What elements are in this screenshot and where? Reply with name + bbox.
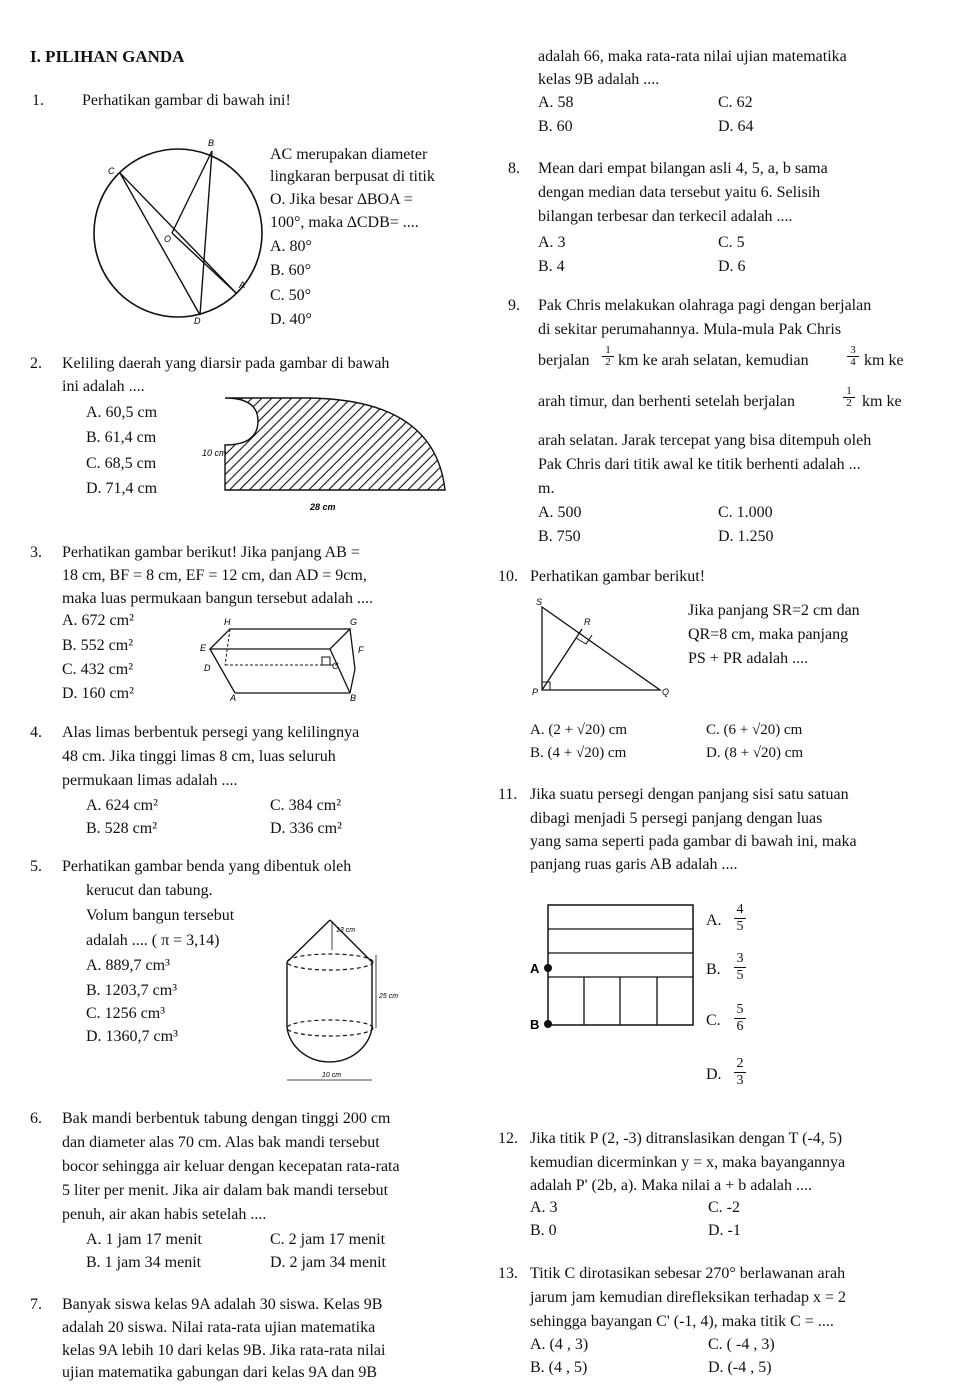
q12-line: kemudian dicerminkan y = x, maka bayangannya bbox=[530, 1154, 846, 1171]
q9-option-b[interactable]: B. 750 bbox=[538, 528, 581, 545]
q12-line: adalah P' (2b, a). Maka nilai a + b adalah .... bbox=[530, 1177, 813, 1194]
q11-option-c[interactable]: C. bbox=[706, 1012, 721, 1029]
q7-line: Banyak siswa kelas 9A adalah 30 siswa. Kelas 9B bbox=[62, 1296, 383, 1313]
q11-option-b[interactable]: B. bbox=[706, 961, 721, 978]
q7-line: ujian matematika gabungan dari kelas 9A dan 9B bbox=[62, 1364, 378, 1381]
q10-text-line: Jika panjang SR=2 cm dan bbox=[688, 602, 860, 619]
q10-text-line: PS + PR adalah .... bbox=[688, 650, 809, 667]
q12-number: 12. bbox=[498, 1130, 518, 1147]
q3-label-h: H bbox=[224, 617, 231, 627]
q8-line: Mean dari empat bilangan asli 4, 5, a, b sama bbox=[538, 160, 828, 177]
q12-option-c[interactable]: C. -2 bbox=[708, 1199, 740, 1216]
q6-line: dan diameter alas 70 cm. Alas bak mandi tersebut bbox=[62, 1134, 380, 1151]
q9-fraction-2: 3 4 bbox=[847, 345, 859, 368]
q2-option-b[interactable]: B. 61,4 cm bbox=[86, 429, 157, 446]
q1-text-line: lingkaran berpusat di titik bbox=[270, 168, 435, 185]
q9-line-3b: km ke arah selatan, kemudian bbox=[618, 352, 809, 369]
q13-option-d[interactable]: D. (-4 , 5) bbox=[708, 1359, 772, 1376]
q5-label-height: 25 cm bbox=[379, 993, 399, 1000]
q7-option-d[interactable]: D. 64 bbox=[718, 118, 754, 135]
q8-line: dengan median data tersebut yaitu 6. Selisih bbox=[538, 184, 821, 201]
q2-option-a[interactable]: A. 60,5 cm bbox=[86, 404, 158, 421]
q9-line-4b: km ke bbox=[862, 393, 902, 410]
q8-option-d[interactable]: D. 6 bbox=[718, 258, 746, 275]
q2-line: Keliling daerah yang diarsir pada gambar di bawah bbox=[62, 355, 390, 372]
q7-option-a[interactable]: A. 58 bbox=[538, 94, 574, 111]
q11-line: yang sama seperti pada gambar di bawah ini, maka bbox=[530, 833, 857, 850]
q3-option-a[interactable]: A. 672 cm² bbox=[62, 612, 134, 629]
q7-line: adalah 20 siswa. Nilai rata-rata ujian matematika bbox=[62, 1319, 376, 1336]
q3-option-c[interactable]: C. 432 cm² bbox=[62, 661, 134, 678]
q8-option-b[interactable]: B. 4 bbox=[538, 258, 565, 275]
q5-cone-cylinder-figure bbox=[272, 910, 402, 1090]
q9-line: Pak Chris melakukan olahraga pagi dengan berjalan bbox=[538, 297, 872, 314]
q5-label-cone: 13 cm bbox=[336, 927, 356, 934]
q7-option-b[interactable]: B. 60 bbox=[538, 118, 573, 135]
q4-number: 4. bbox=[30, 724, 42, 741]
q13-option-a[interactable]: A. (4 , 3) bbox=[530, 1336, 589, 1353]
q3-label-d: D bbox=[204, 663, 211, 673]
q11-option-a[interactable]: A. bbox=[706, 912, 722, 929]
q4-line: permukaan limas adalah .... bbox=[62, 772, 238, 789]
q6-line: Bak mandi berbentuk tabung dengan tinggi 200 cm bbox=[62, 1110, 391, 1127]
q3-line: 18 cm, BF = 8 cm, EF = 12 cm, dan AD = 9cm, bbox=[62, 567, 367, 584]
q5-option-d[interactable]: D. 1360,7 cm³ bbox=[86, 1028, 178, 1045]
q5-label-diameter: 10 cm bbox=[322, 1072, 342, 1079]
q10-label-s: S bbox=[536, 597, 543, 607]
q7-cont-line: adalah 66, maka rata-rata nilai ujian matematika bbox=[538, 48, 847, 65]
q10-option-d[interactable]: D. (8 + √20) cm bbox=[706, 745, 804, 761]
q3-label-g: G bbox=[350, 617, 358, 627]
q2-label-height: 10 cm bbox=[202, 448, 227, 458]
q5-option-a[interactable]: A. 889,7 cm³ bbox=[86, 957, 170, 974]
q10-label-p: P bbox=[532, 687, 539, 697]
q11-option-d[interactable]: D. bbox=[706, 1066, 722, 1083]
q6-line: bocor sehingga air keluar dengan kecepatan rata-rata bbox=[62, 1158, 400, 1175]
q11-line: panjang ruas garis AB adalah .... bbox=[530, 856, 738, 873]
q6-line: penuh, air akan habis setelah .... bbox=[62, 1206, 267, 1223]
q1-label-d: D bbox=[194, 316, 201, 326]
q2-label-width: 28 cm bbox=[310, 502, 336, 512]
q8-line: bilangan terbesar dan terkecil adalah .... bbox=[538, 208, 793, 225]
q9-line: m. bbox=[538, 480, 555, 497]
q5-text-line: Volum bangun tersebut bbox=[86, 907, 235, 924]
q3-label-e: E bbox=[200, 643, 207, 653]
q1-stem: Perhatikan gambar di bawah ini! bbox=[82, 92, 291, 109]
q2-option-c[interactable]: C. 68,5 cm bbox=[86, 455, 157, 472]
q9-option-a[interactable]: A. 500 bbox=[538, 504, 582, 521]
q13-number: 13. bbox=[498, 1265, 518, 1282]
q1-option-a[interactable]: A. 80° bbox=[270, 238, 312, 255]
q9-fraction-1: 1 2 bbox=[602, 345, 614, 368]
q1-option-d[interactable]: D. 40° bbox=[270, 311, 312, 328]
q3-label-b: B bbox=[350, 693, 357, 703]
q6-option-d[interactable]: D. 2 jam 34 menit bbox=[270, 1254, 386, 1271]
q12-option-a[interactable]: A. 3 bbox=[530, 1199, 558, 1216]
q9-line-3a: berjalan bbox=[538, 352, 590, 369]
q13-line: sehingga bayangan C' (-1, 4), maka titik C = .... bbox=[530, 1313, 834, 1330]
q7-number: 7. bbox=[30, 1296, 42, 1313]
q10-number: 10. bbox=[498, 568, 518, 585]
q3-line: maka luas permukaan bangun tersebut adalah .... bbox=[62, 590, 373, 607]
q6-option-b[interactable]: B. 1 jam 34 menit bbox=[86, 1254, 202, 1271]
q1-label-a: A bbox=[239, 280, 246, 290]
q3-option-b[interactable]: B. 552 cm² bbox=[62, 637, 134, 654]
q10-label-q: Q bbox=[662, 687, 670, 697]
q10-text-line: QR=8 cm, maka panjang bbox=[688, 626, 849, 643]
q1-label-o: O bbox=[164, 234, 172, 244]
q11-label-b: B bbox=[530, 1017, 540, 1032]
section-title: I. PILIHAN GANDA bbox=[30, 47, 185, 66]
q5-line: kerucut dan tabung. bbox=[86, 882, 213, 899]
q7-line: kelas 9A lebih 10 dari kelas 9B. Jika rata-rata nilai bbox=[62, 1342, 386, 1359]
q9-line: Pak Chris dari titik awal ke titik berhenti adalah ... bbox=[538, 456, 861, 473]
q3-prism-figure bbox=[200, 615, 375, 703]
q11-option-b-fraction: 3 5 bbox=[734, 951, 746, 984]
q10-stem: Perhatikan gambar berikut! bbox=[530, 568, 706, 585]
q11-square-figure bbox=[528, 900, 698, 1030]
q6-option-a[interactable]: A. 1 jam 17 menit bbox=[86, 1231, 202, 1248]
q6-option-c[interactable]: C. 2 jam 17 menit bbox=[270, 1231, 386, 1248]
q1-text-line: O. Jika besar ∆BOA = bbox=[270, 191, 413, 208]
q8-number: 8. bbox=[508, 160, 520, 177]
q5-line: Perhatikan gambar benda yang dibentuk oleh bbox=[62, 858, 352, 875]
q2-option-d[interactable]: D. 71,4 cm bbox=[86, 480, 158, 497]
q2-number: 2. bbox=[30, 355, 42, 372]
q9-line: di sekitar perumahannya. Mula-mula Pak Chris bbox=[538, 321, 842, 338]
q11-option-d-fraction: 2 3 bbox=[734, 1056, 746, 1089]
q4-line: 48 cm. Jika tinggi limas 8 cm, luas seluruh bbox=[62, 748, 336, 765]
q2-line: ini adalah .... bbox=[62, 378, 145, 395]
q3-label-f: F bbox=[358, 645, 364, 655]
q13-line: Titik C dirotasikan sebesar 270° berlawanan arah bbox=[530, 1265, 846, 1282]
q9-line-3c: km ke bbox=[864, 352, 904, 369]
q9-number: 9. bbox=[508, 297, 520, 314]
q4-option-c[interactable]: C. 384 cm² bbox=[270, 797, 342, 814]
q1-label-c: C bbox=[108, 166, 115, 176]
q12-option-d[interactable]: D. -1 bbox=[708, 1222, 741, 1239]
q11-line: dibagi menjadi 5 persegi panjang dengan luas bbox=[530, 810, 823, 827]
q10-option-a[interactable]: A. (2 + √20) cm bbox=[530, 722, 628, 738]
q8-option-c[interactable]: C. 5 bbox=[718, 234, 745, 251]
q9-line-4a: arah timur, dan berhenti setelah berjalan bbox=[538, 393, 796, 410]
q10-option-c[interactable]: C. (6 + √20) cm bbox=[706, 722, 803, 738]
q1-circle-figure bbox=[90, 138, 265, 328]
q11-option-c-fraction: 5 6 bbox=[734, 1002, 746, 1035]
q6-number: 6. bbox=[30, 1110, 42, 1127]
q3-label-a: A bbox=[230, 693, 237, 703]
q1-number: 1. bbox=[32, 92, 44, 109]
q4-option-b[interactable]: B. 528 cm² bbox=[86, 820, 158, 837]
q7-cont-line: kelas 9B adalah .... bbox=[538, 71, 660, 88]
q11-label-a: A bbox=[530, 961, 540, 976]
q5-option-c[interactable]: C. 1256 cm³ bbox=[86, 1005, 166, 1022]
q9-line: arah selatan. Jarak tercepat yang bisa ditempuh oleh bbox=[538, 432, 872, 449]
q3-option-d[interactable]: D. 160 cm² bbox=[62, 685, 134, 702]
q1-text-line: 100°, maka ∆CDB= .... bbox=[270, 214, 419, 231]
q5-number: 5. bbox=[30, 858, 42, 875]
q11-number: 11. bbox=[498, 786, 518, 803]
q13-option-b[interactable]: B. (4 , 5) bbox=[530, 1359, 588, 1376]
q5-option-b[interactable]: B. 1203,7 cm³ bbox=[86, 982, 178, 999]
q12-option-b[interactable]: B. 0 bbox=[530, 1222, 557, 1239]
q1-option-c[interactable]: C. 50° bbox=[270, 287, 312, 304]
q9-option-c[interactable]: C. 1.000 bbox=[718, 504, 773, 521]
q11-option-a-fraction: 4 5 bbox=[734, 902, 746, 935]
q3-number: 3. bbox=[30, 544, 42, 561]
q9-fraction-3: 1 2 bbox=[843, 386, 855, 409]
q1-label-b: B bbox=[208, 138, 215, 148]
q10-label-r: R bbox=[584, 617, 591, 627]
q13-line: jarum jam kemudian direfleksikan terhadap x = 2 bbox=[530, 1289, 847, 1306]
q4-option-d[interactable]: D. 336 cm² bbox=[270, 820, 342, 837]
q10-option-b[interactable]: B. (4 + √20) cm bbox=[530, 745, 627, 761]
q1-text-line: AC merupakan diameter bbox=[270, 146, 428, 163]
q3-label-c: C bbox=[332, 661, 339, 671]
q8-option-a[interactable]: A. 3 bbox=[538, 234, 566, 251]
q10-triangle-figure bbox=[530, 595, 670, 700]
q7-option-c[interactable]: C. 62 bbox=[718, 94, 753, 111]
q4-option-a[interactable]: A. 624 cm² bbox=[86, 797, 158, 814]
q11-line: Jika suatu persegi dengan panjang sisi satu satuan bbox=[530, 786, 849, 803]
q12-line: Jika titik P (2, -3) ditranslasikan dengan T (-4, 5) bbox=[530, 1130, 843, 1147]
q6-line: 5 liter per menit. Jika air dalam bak mandi tersebut bbox=[62, 1182, 389, 1199]
q9-option-d[interactable]: D. 1.250 bbox=[718, 528, 774, 545]
q13-option-c[interactable]: C. ( -4 , 3) bbox=[708, 1336, 775, 1353]
q4-line: Alas limas berbentuk persegi yang kelilingnya bbox=[62, 724, 360, 741]
q3-line: Perhatikan gambar berikut! Jika panjang AB = bbox=[62, 544, 360, 561]
q5-text-line: adalah .... ( π = 3,14) bbox=[86, 932, 220, 949]
q2-shaded-figure bbox=[200, 390, 450, 515]
q1-option-b[interactable]: B. 60° bbox=[270, 262, 312, 279]
